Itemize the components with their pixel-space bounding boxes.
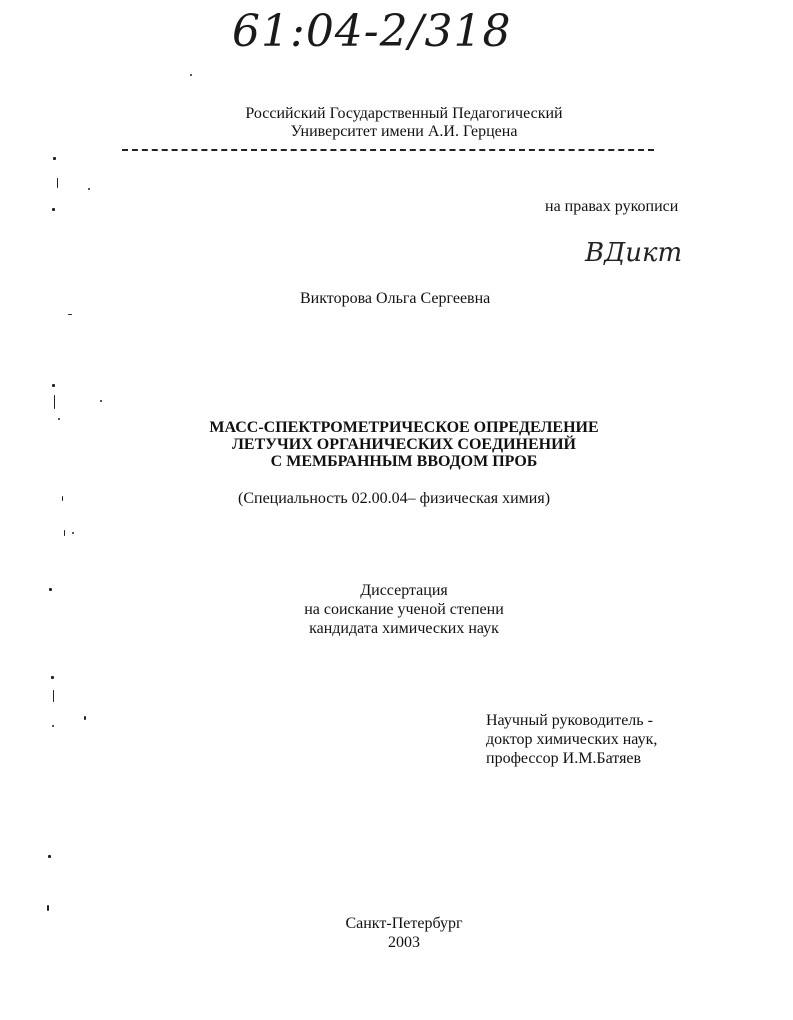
thesis-title-line-2: ЛЕТУЧИХ ОРГАНИЧЕСКИХ СОЕДИНЕНИЙ [232, 436, 576, 453]
specialty: (Специальность 02.00.04– физическая химия) [238, 490, 551, 507]
year: 2003 [388, 934, 420, 951]
university-line-1: Российский Государственный Педагогический [245, 105, 563, 122]
header-divider [122, 149, 654, 151]
dissertation-line-1: Диссертация [360, 582, 448, 599]
supervisor-line-2: доктор химических наук, [486, 731, 658, 748]
manuscript-note: на правах рукописи [545, 198, 679, 215]
thesis-title-line-3: С МЕМБРАННЫМ ВВОДОМ ПРОБ [270, 453, 538, 470]
supervisor-line-3: профессор И.М.Батяев [486, 750, 642, 767]
archive-number: 61:04-2/318 [232, 6, 512, 57]
dissertation-line-2: на соискание ученой степени [304, 601, 504, 618]
signature: ВДикт [585, 238, 683, 268]
supervisor-line-1: Научный руководитель - [486, 712, 653, 729]
city: Санкт-Петербург [345, 915, 463, 932]
university-line-2: Университет имени А.И. Герцена [290, 123, 518, 140]
dissertation-line-3: кандидата химических наук [309, 620, 499, 637]
thesis-title-line-1: МАСС-СПЕКТРОМЕТРИЧЕСКОЕ ОПРЕДЕЛЕНИЕ [209, 419, 599, 436]
author-name: Викторова Ольга Сергеевна [300, 290, 491, 307]
